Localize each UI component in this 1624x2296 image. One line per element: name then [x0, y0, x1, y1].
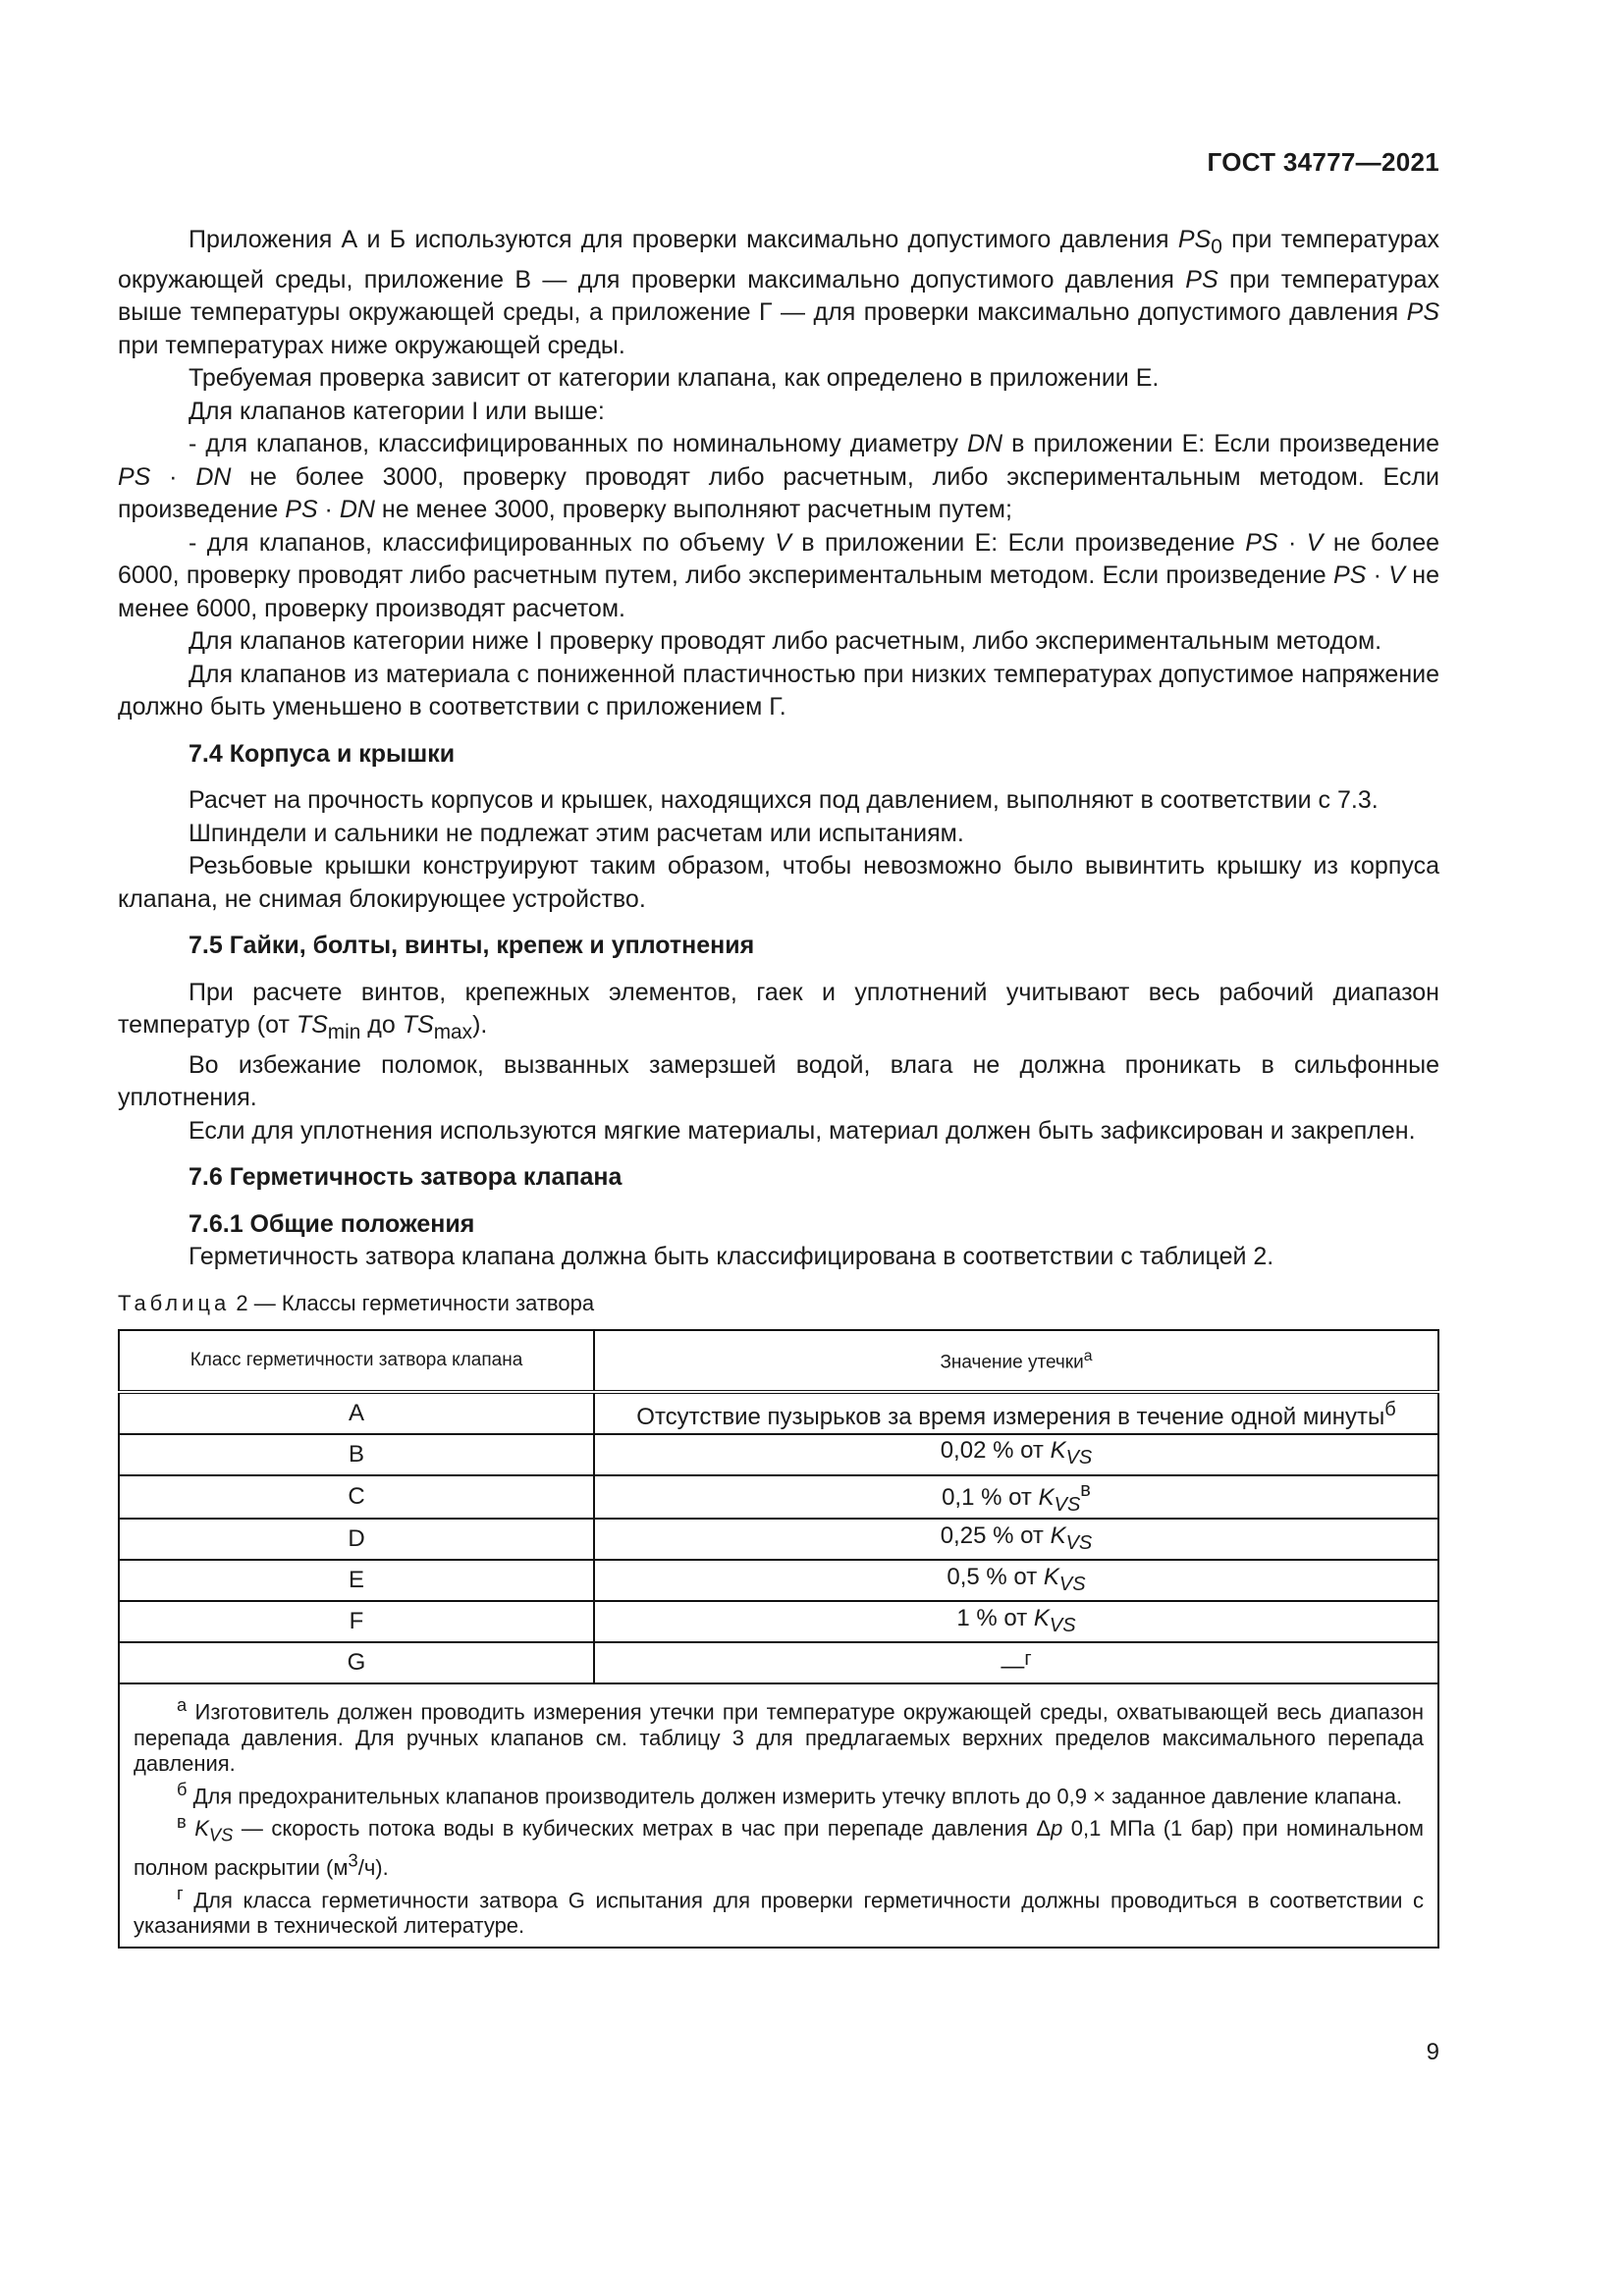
table-notes [119, 1683, 1438, 1948]
table-row [119, 1475, 1438, 1520]
class-cell: G [119, 1642, 594, 1683]
paragraph-dn-rule: - для клапанов, классифицированных по номинальному диаметру DN в приложении Е: Если произведение PS · DN не более 3000, проверку проводят либо расчетным, либо экспериментальным методом. Если произведение PS · DN не менее 3000, проверку выполняют расчетным путем; [118, 430, 1439, 523]
paragraph-below-category-1: Для клапанов категории ниже I проверку проводят либо расчетным, либо экспериментальным методом. [189, 627, 1382, 655]
section-7-4-heading: 7.4 Корпуса и крышки [189, 739, 456, 768]
class-cell: A [119, 1392, 594, 1434]
paragraph-volume-rule: - для клапанов, классифицированных по объему V в приложении Е: Если произведение PS · V не более 6000, проверку проводят либо расчетным путем, либо экспериментальным методом. Если произведение PS · V не менее 6000, проверку производят расчетом. [118, 528, 1439, 622]
header-leakage: Значение утечки$^а$ [594, 1330, 1438, 1392]
table-row [119, 1519, 1438, 1560]
document-body [118, 224, 1439, 1949]
table-caption-text: 2 — Классы герметичности затвора [236, 1290, 595, 1315]
paragraph-frozen-water: Во избежание поломок, вызванных замерзшей водой, влага не должна проникать в сильфонные уплотнения. [118, 1050, 1439, 1111]
leakage-cell: 0,25 % от $K_{VS}$ [594, 1519, 1438, 1560]
table-caption [118, 1290, 1439, 1317]
table-header-row [119, 1330, 1438, 1392]
page-number: 9 [1426, 2039, 1439, 2065]
table-body [119, 1392, 1438, 1684]
paragraph-threaded-covers: Резьбовые крышки конструируют таким образом, чтобы невозможно было вывинтить крышку из корпуса клапана, не снимая блокирующее устройство. [118, 852, 1439, 913]
section-7-5-heading: 7.5 Гайки, болты, винты, крепеж и уплотнения [189, 932, 755, 959]
table-row [119, 1560, 1438, 1601]
paragraph-category-1: Для клапанов категории I или выше: [189, 397, 605, 425]
paragraph-bodies-calculation: Расчет на прочность корпусов и крышек, находящихся под давлением, выполняют в соответствии с 7.3. [189, 786, 1379, 814]
note-a: $^а$ Изготовитель должен проводить измерения утечки при температуре окружающей среды, охватывающей весь диапазон перепада давления. Для ручных клапанов см. таблицу 3 для предлагаемых верхних пределов максимального перепада давления. [134, 1694, 1424, 1776]
paragraph-verification: Требуемая проверка зависит от категории клапана, как определено в приложении Е. [189, 364, 1160, 392]
paragraph-low-ductility: Для клапанов из материала с пониженной пластичностью при низких температурах допустимое напряжение должно быть уменьшено в соответствии с приложением Г. [118, 660, 1439, 721]
leakage-class-table [118, 1329, 1439, 1949]
section-7-6-1-heading: 7.6.1 Общие положения [189, 1209, 475, 1238]
leakage-cell: —$^г$ [594, 1642, 1438, 1683]
note-b: $^б$ Для предохранительных клапанов производитель должен измерить утечку вплоть до 0,9 × заданное давление клапана. [177, 1778, 1403, 1808]
paragraph-classification: Герметичность затвора клапана должна быть классифицирована в соответствии с таблицей 2. [189, 1243, 1274, 1270]
leakage-cell: 0,02 % от $K_{VS}$ [594, 1434, 1438, 1475]
table-notes-row [119, 1683, 1438, 1948]
class-cell: C [119, 1475, 594, 1520]
document-page [118, 0, 1439, 2296]
class-cell: F [119, 1601, 594, 1642]
table-row [119, 1434, 1438, 1475]
paragraph-temperature-range: При расчете винтов, крепежных элементов, гаек и уплотнений учитывают весь рабочий диапазон температур (от $TS_{min}$ до $TS_{max}$). [118, 978, 1439, 1043]
class-cell: B [119, 1434, 594, 1475]
leakage-cell: 1 % от $K_{VS}$ [594, 1601, 1438, 1642]
section-7-6-heading: 7.6 Герметичность затвора клапана [189, 1163, 623, 1191]
header-class: Класс герметичности затвора клапана [119, 1330, 594, 1392]
leakage-cell: Отсутствие пузырьков за время измерения в течение одной минуты$^б$ [594, 1392, 1438, 1434]
standard-code: ГОСТ 34777—2021 [1207, 147, 1439, 177]
table-row [119, 1642, 1438, 1683]
table-caption-word: Таблица [118, 1290, 231, 1315]
class-cell: E [119, 1560, 594, 1601]
note-d: $^г$ Для класса герметичности затвора G испытания для проверки герметичности должны проводиться в соответствии с указаниями в технической литературе. [134, 1883, 1424, 1939]
paragraph-spindles: Шпиндели и сальники не подлежат этим расчетам или испытаниям. [189, 819, 964, 847]
table-row [119, 1601, 1438, 1642]
leakage-cell: 0,5 % от $K_{VS}$ [594, 1560, 1438, 1601]
note-c: $^в$ $K_{VS}$ — скорость потока воды в кубических метрах в час при перепаде давления Δp 0,1 МПа (1 бар) при номинальном полном раскрытии $(м^3/ч)$. [134, 1810, 1425, 1880]
table-row [119, 1392, 1438, 1434]
class-cell: D [119, 1519, 594, 1560]
paragraph-soft-materials: Если для уплотнения используются мягкие материалы, материал должен быть зафиксирован и закреплен. [189, 1116, 1416, 1145]
paragraph-appendices: Приложения А и Б используются для проверки максимально допустимого давления $PS_0$ при температурах окружающей среды, приложение В — для проверки максимально допустимого давления PS при температурах выше температуры окружающей среды, а приложение Г — для проверки максимально допустимого давления PS при температурах ниже окружающей среды. [118, 226, 1439, 359]
leakage-cell: 0,1 % от $K_{VS}^в$ [594, 1475, 1438, 1520]
